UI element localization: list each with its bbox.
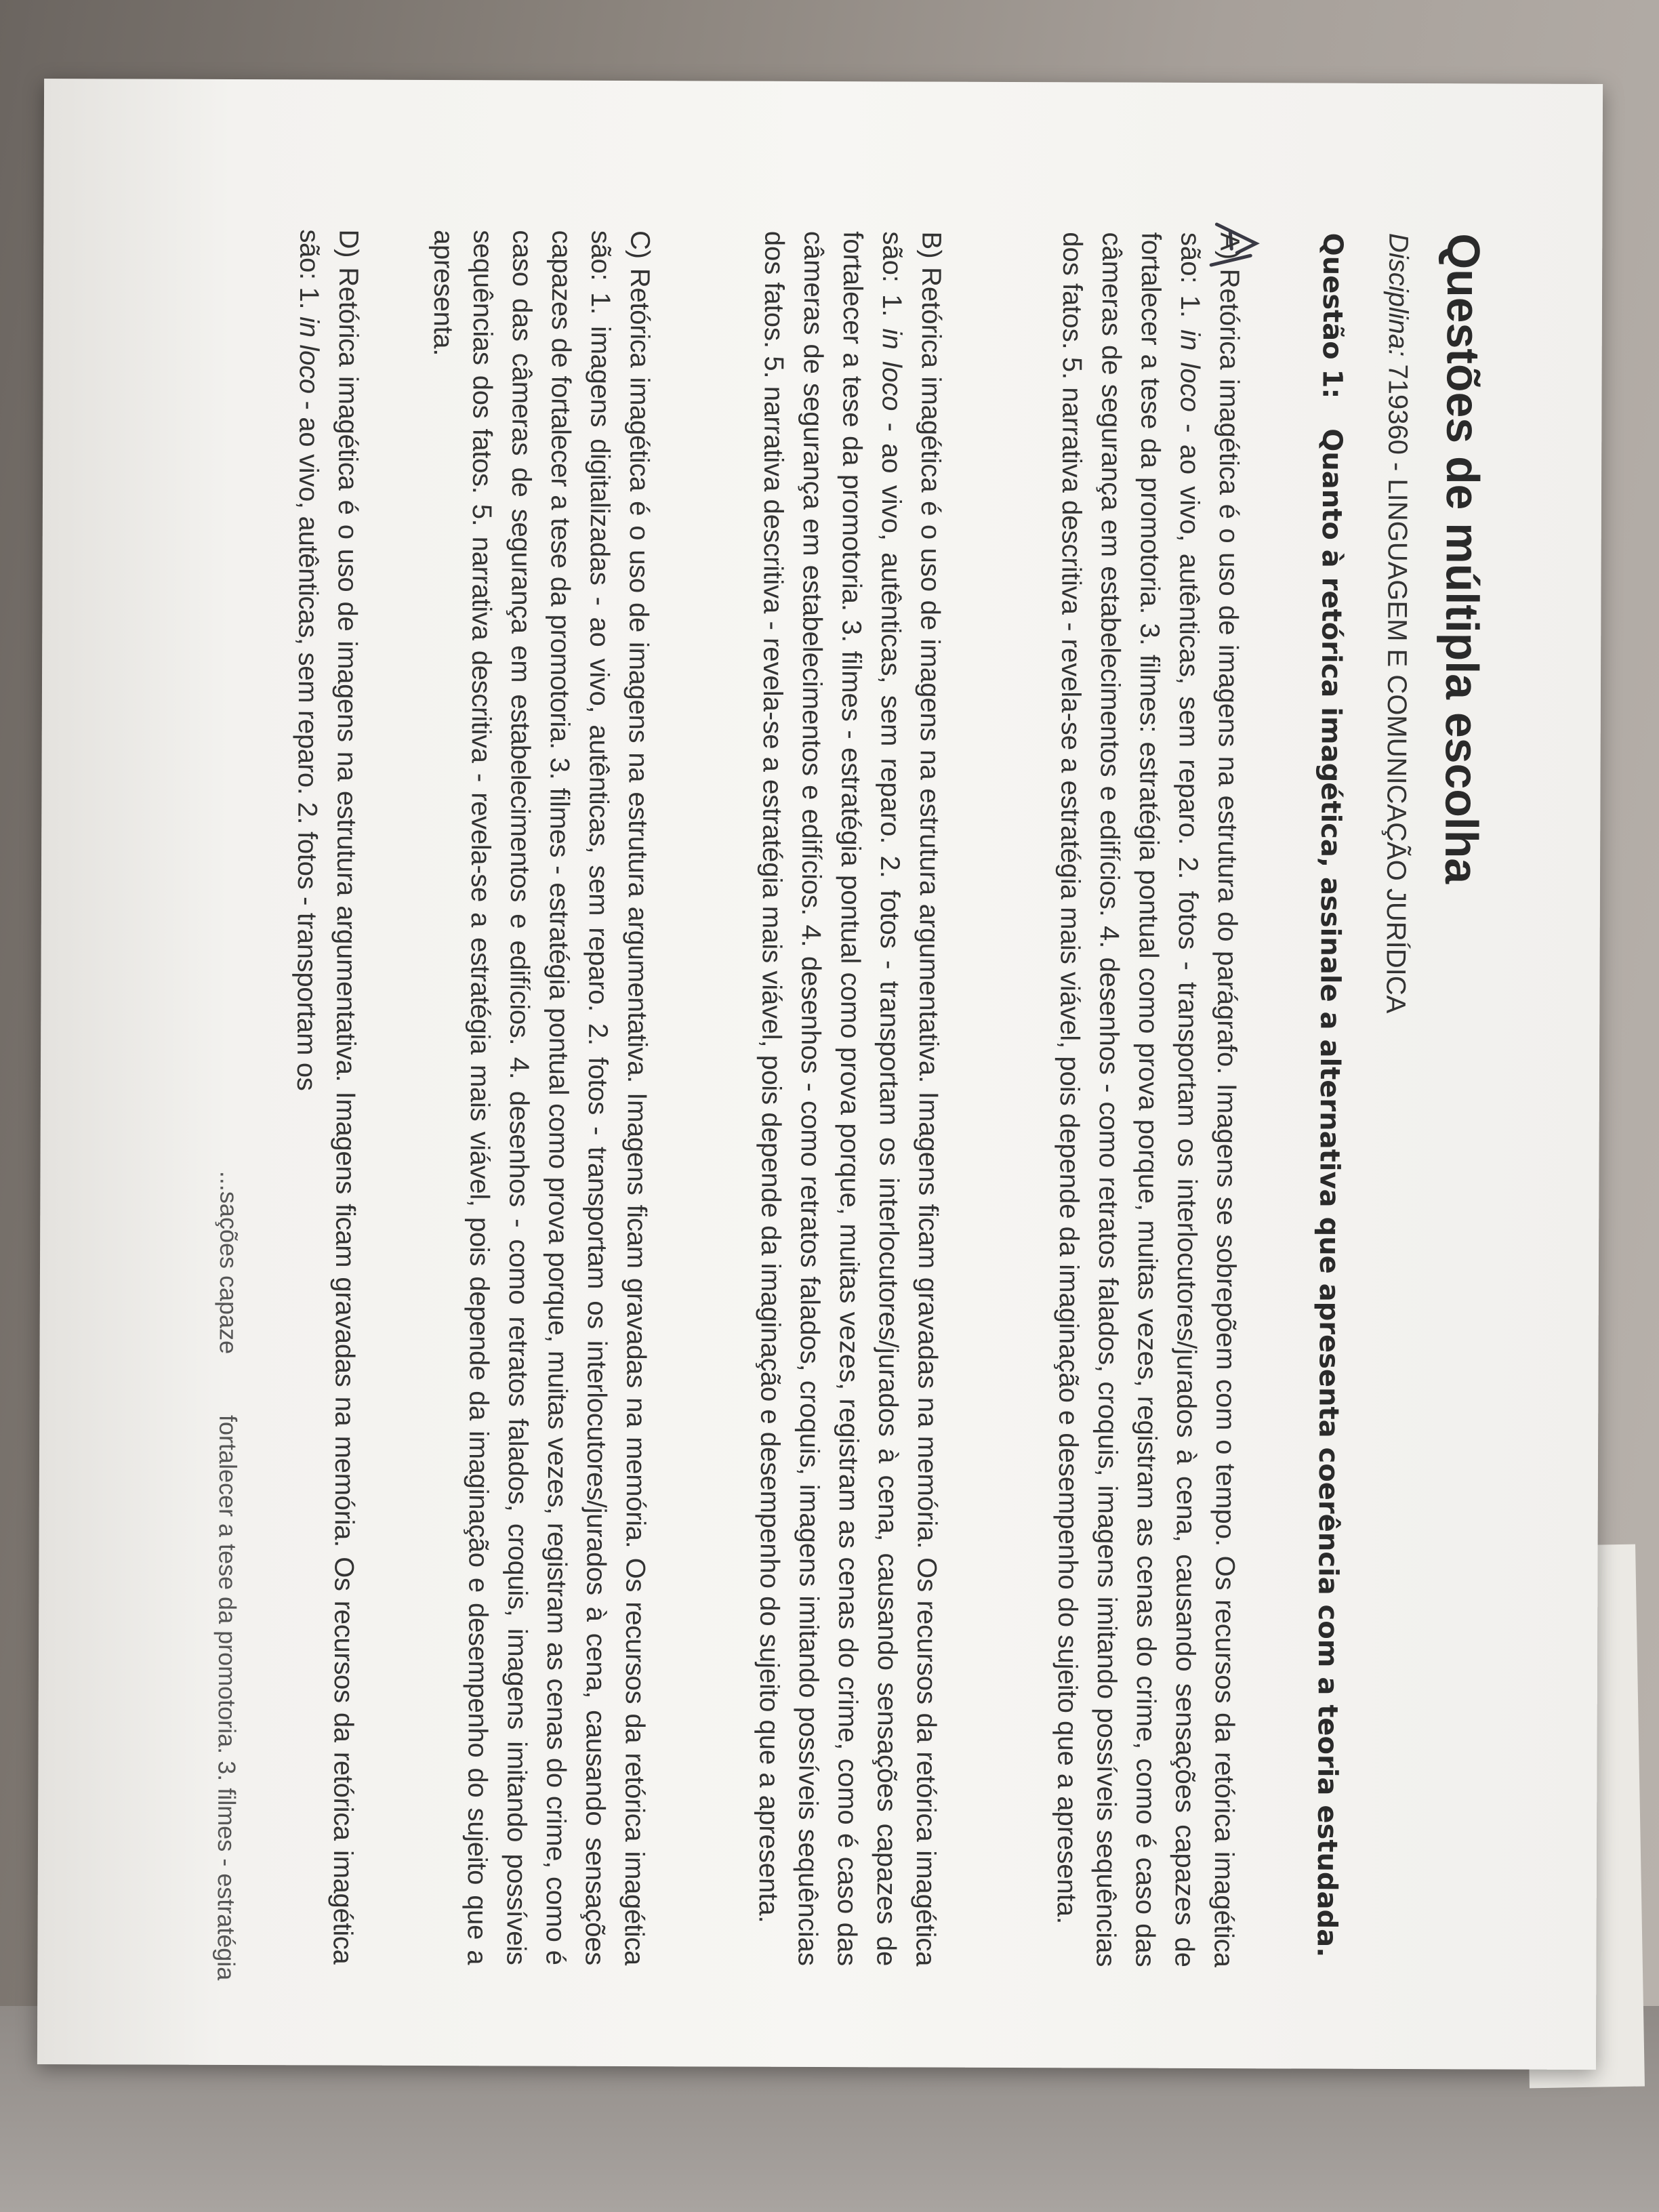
document-title: Questões de múltipla escolha [1435, 233, 1490, 884]
option-letter: A) [1214, 232, 1245, 260]
italic-term: in loco [1174, 329, 1205, 413]
italic-term: in loco [876, 328, 907, 411]
paper-sheet [37, 79, 1603, 2070]
rotated-page-content [212, 127, 1521, 2111]
question-text: Quanto à retórica imagética, assinale a alternativa que apresenta coerência com a teoria estudada. [1311, 428, 1348, 1958]
discipline-line [1380, 233, 1413, 1014]
option-c [417, 230, 659, 1965]
discipline-label: Disciplina: [1382, 232, 1414, 357]
option-b [748, 231, 951, 1967]
bleed-through-text: ...sações capaze [214, 1170, 243, 1355]
question-number: Questão 1: [1316, 232, 1349, 399]
option-text: Retórica imagética é o uso de imagens na estrutura do parágrafo. Imagens se sobrepõem com o tempo. Os recursos da retórica imagética são: 1. in loco - ao vivo, autênticas, sem reparo. 2. fotos - transportam os interlocutores/jurados à cena, causando sensações capazes de fortalecer a tese da promotoria. 3. filmes: estratégia pontual como prova porque, muitas vezes, registram as cenas do crime, como é caso das câmeras de segurança em estabelecimentos e edifícios. 4. desenhos - como retratos falados, croquis, imagens imitando possíveis sequências dos fatos. 5. narrativa descritiva - revela-se a estratégia mais viável, pois depende da imaginação e desempenho do sujeito que a apresenta. [1051, 232, 1245, 1968]
option-text: Retórica imagética é o uso de imagens na estrutura argumentativa. Imagens ficam gravadas na memória. Os recursos da retórica imagética são: 1. in loco - ao vivo, autênticas, sem reparo. 2. fotos - transportam os [291, 229, 364, 1965]
discipline-value: 719360 - LINGUAGEM E COMUNICAÇÃO JURÍDICA [1380, 364, 1413, 1014]
option-text: Retórica imagética é o uso de imagens na estrutura argumentativa. Imagens ficam gravadas na memória. Os recursos da retórica imagética são: 1. imagens digitalizadas - ao vivo, autênticas, sem reparo. 2. fotos - transportam os interlocutores/jurados à cena, causando sensações capazes de fortalecer a tese da promotoria. 3. filmes - estratégia pontual como prova porque, muitas vezes, registram as cenas do crime, como é caso das câmeras de segurança em estabelecimentos e edifícios. 4. desenhos - como retratos falados, croquis, imagens imitando possíveis sequências dos fatos. 5. narrativa descritiva - revela-se a estratégia mais viável, pois depende da imaginação e desempenho do sujeito que a apresenta. [428, 229, 655, 1966]
option-a [1046, 232, 1249, 1967]
option-letter: D) [333, 229, 364, 258]
question-1 [1308, 233, 1351, 1968]
bleed-through-text: fortalecer a tese da promotoria. 3. filmes - estratégia [212, 1414, 243, 1981]
italic-term: in loco [293, 316, 324, 394]
option-text: Retórica imagética é o uso de imagens na estrutura argumentativa. Imagens ficam gravadas na memória. Os recursos da retórica imagética são: 1. in loco - ao vivo, autênticas, sem reparo. 2. fotos - transportam os interlocutores/jurados à cena, causando sensações capazes de fortalecer a tese da promotoria. 3. filmes - estratégia pontual como prova porque, muitas vezes, registram as cenas do crime, como é caso das câmeras de segurança em estabelecimentos e edifícios. 4. desenhos - como retratos falados, croquis, imagens imitando possíveis sequências dos fatos. 5. narrativa descritiva - revela-se a estratégia mais viável, pois depende da imaginação e desempenho do sujeito que a apresenta. [753, 230, 947, 1967]
option-letter: B) [916, 231, 947, 259]
option-letter: C) [625, 230, 655, 259]
option-d [283, 229, 368, 1964]
